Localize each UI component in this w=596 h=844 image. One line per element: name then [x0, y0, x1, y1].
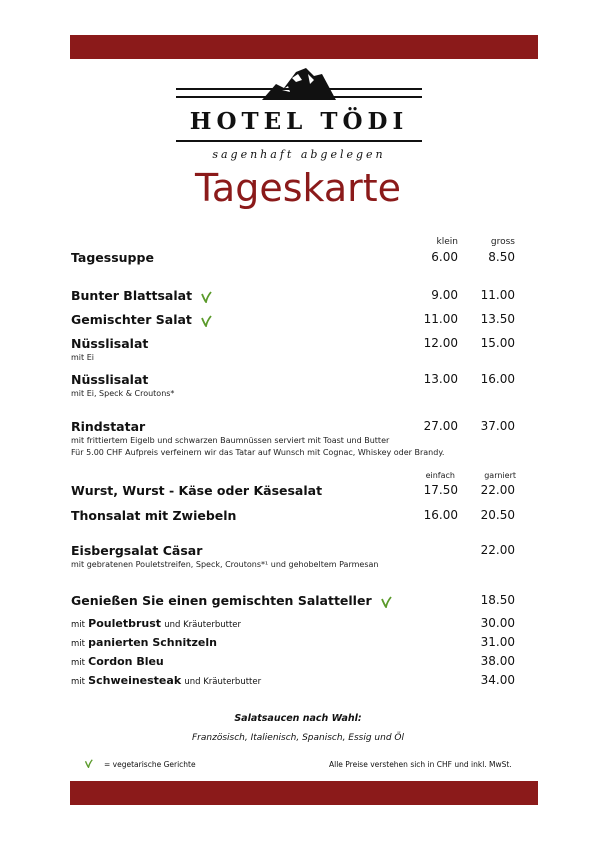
item-name: Nüsslisalat — [71, 336, 149, 351]
platter-suffix: und Kräuterbutter — [184, 677, 262, 687]
logo-rule — [176, 96, 422, 98]
bottom-banner — [70, 781, 538, 805]
price-large: 37.00 — [480, 419, 515, 433]
item-name: Rindstatar — [71, 419, 146, 434]
item-name-row — [71, 288, 212, 303]
platter-option — [71, 655, 164, 668]
col-header-klein: klein — [436, 237, 458, 247]
platter-price: 30.00 — [480, 616, 515, 630]
price-small: 13.00 — [423, 372, 458, 386]
logo-name: HOTEL TÖDI — [189, 108, 409, 135]
price-small: 9.00 — [431, 288, 458, 302]
item-name-row — [71, 312, 212, 327]
price-large: 13.50 — [480, 312, 515, 326]
price-small: 11.00 — [423, 312, 458, 326]
price-small: 6.00 — [431, 250, 458, 264]
platter-price: 34.00 — [480, 673, 515, 687]
price-large: 15.00 — [480, 336, 515, 350]
platter-price: 38.00 — [480, 654, 515, 668]
price-large: 22.00 — [480, 543, 515, 557]
platter-main: Pouletbrust — [88, 617, 162, 630]
platter-main: panierten Schnitzeln — [88, 636, 217, 649]
col-header-gross: gross — [490, 237, 515, 247]
platter-prefix: mit — [71, 620, 85, 630]
price-small: 12.00 — [423, 336, 458, 350]
platter-option — [71, 674, 261, 687]
item-name: Thonsalat mit Zwiebeln — [71, 508, 237, 523]
top-banner — [70, 35, 538, 59]
vegetarian-icon — [84, 759, 93, 768]
platter-main: Cordon Bleu — [88, 655, 164, 668]
price-large: 16.00 — [480, 372, 515, 386]
logo-rule — [176, 88, 422, 90]
item-name-row — [71, 593, 392, 608]
item-description: mit Ei — [71, 353, 94, 362]
sauces-list: Französisch, Italienisch, Spanisch, Essig und Öl — [192, 733, 404, 743]
page-title: Tageskarte — [194, 166, 402, 210]
item-name: Tagessuppe — [71, 250, 154, 265]
item-description: mit Ei, Speck & Croutons* — [71, 389, 175, 398]
col-header-garniert: garniert — [484, 471, 516, 480]
sauces-heading: Salatsaucen nach Wahl: — [234, 713, 362, 724]
price-large: 22.00 — [480, 483, 515, 497]
vegetarian-icon — [380, 596, 392, 608]
price-large: 11.00 — [480, 288, 515, 302]
item-name: Nüsslisalat — [71, 372, 149, 387]
platter-option — [71, 636, 217, 649]
price-small: 16.00 — [423, 508, 458, 522]
platter-prefix: mit — [71, 639, 85, 649]
prices-note: Alle Preise verstehen sich in CHF und inkl. MwSt. — [329, 760, 512, 769]
vegetarian-icon — [200, 291, 212, 303]
item-note: Für 5.00 CHF Aufpreis verfeinern wir das Tatar auf Wunsch mit Cognac, Whiskey oder Brandy. — [71, 448, 445, 457]
platter-prefix: mit — [71, 658, 85, 668]
item-name: Bunter Blattsalat — [71, 288, 193, 303]
logo-rule — [176, 140, 422, 142]
item-name: Gemischter Salat — [71, 312, 192, 327]
hotel-logo — [176, 66, 422, 162]
vegetarian-icon — [200, 315, 212, 327]
platter-option — [71, 617, 241, 630]
item-name: Eisbergsalat Cäsar — [71, 543, 203, 558]
price-large: 18.50 — [480, 593, 515, 607]
price-small: 17.50 — [423, 483, 458, 497]
price-large: 20.50 — [480, 508, 515, 522]
col-header-einfach: einfach — [425, 471, 455, 480]
item-name: Wurst, Wurst - Käse oder Käsesalat — [71, 483, 323, 498]
item-description: mit frittiertem Eigelb und schwarzen Baumnüssen serviert mit Toast und Butter — [71, 436, 390, 445]
logo-slogan: sagenhaft abgelegen — [212, 148, 386, 161]
price-large: 8.50 — [488, 250, 515, 264]
item-name: Genießen Sie einen gemischten Salatteller — [71, 593, 372, 608]
item-description: mit gebratenen Pouletstreifen, Speck, Croutons*¹ und gehobeltem Parmesan — [71, 560, 379, 569]
platter-price: 31.00 — [480, 635, 515, 649]
platter-prefix: mit — [71, 677, 85, 687]
platter-suffix: und Kräuterbutter — [164, 620, 241, 630]
platter-main: Schweinesteak — [88, 674, 182, 687]
price-small: 27.00 — [423, 419, 458, 433]
vegetarian-legend: = vegetarische Gerichte — [104, 760, 196, 769]
